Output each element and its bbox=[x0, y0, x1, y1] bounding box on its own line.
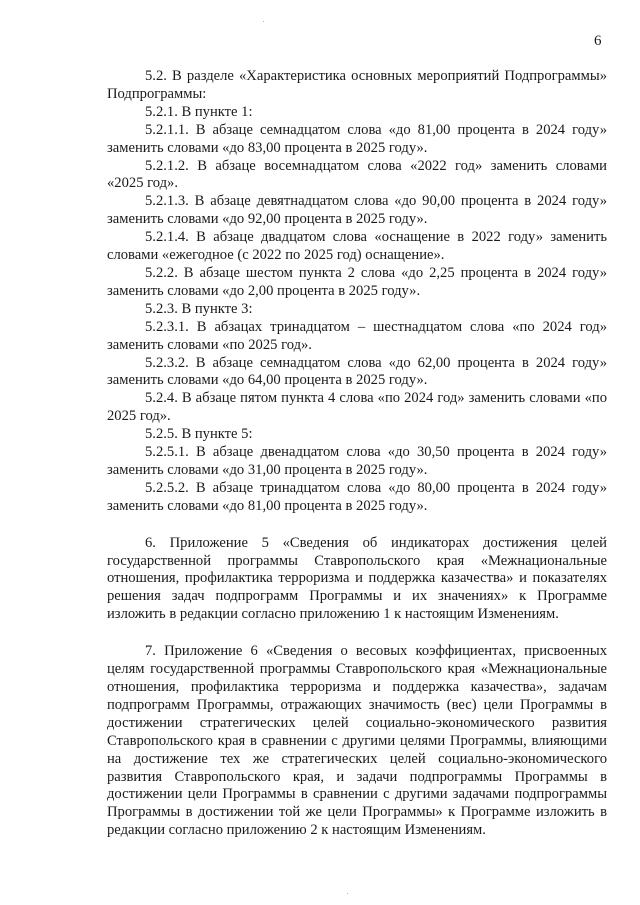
page-number: 6 bbox=[594, 33, 602, 49]
paragraph-5-2-1-4: 5.2.1.4. В абзаце двадцатом слова «оснащение в 2022 году» заменить словами «ежегодное (с 2022 по 2025 год) оснащение». bbox=[107, 229, 607, 264]
paragraph-5-2: 5.2. В разделе «Характеристика основных мероприятий Подпрограммы» Подпрограммы: bbox=[107, 68, 607, 102]
paragraph-5-2-5: 5.2.5. В пункте 5: bbox=[145, 426, 253, 443]
paragraph-5-2-2: 5.2.2. В абзаце шестом пункта 2 слова «до 2,25 процента в 2024 году» заменить словами «до 2,00 процента в 2025 году». bbox=[107, 264, 607, 299]
scan-speck bbox=[263, 21, 264, 22]
paragraph-5-2-5-1: 5.2.5.1. В абзаце двенадцатом слова «до 30,50 процента в 2024 году» заменить словами «до 31,00 процента в 2025 году». bbox=[107, 444, 607, 478]
scan-speck bbox=[347, 893, 348, 894]
document-body bbox=[107, 68, 607, 840]
paragraph-5-2-3: 5.2.3. В пункте 3: bbox=[145, 300, 253, 317]
paragraph-5-2-1-2: 5.2.1.2. В абзаце восемнадцатом слова «2022 год» заменить словами «2025 год». bbox=[107, 157, 607, 192]
paragraph-5-2-4: 5.2.4. В абзаце пятом пункта 4 слова «по 2024 год» заменить словами «по 2025 год». bbox=[107, 390, 607, 425]
paragraph-5-2-5-2: 5.2.5.2. В абзаце тринадцатом слова «до 80,00 процента в 2024 году» заменить словами «до 81,00 процента в 2025 году». bbox=[107, 479, 607, 514]
paragraph-5-2-3-1: 5.2.3.1. В абзацах тринадцатом – шестнадцатом слова «по 2024 год» заменить словами «по 2025 год». bbox=[107, 318, 607, 353]
paragraph-7: 7. Приложение 6 «Сведения о весовых коэффициентах, присвоенных целям государственной программы Ставропольского края «Межнациональные отношения, профилактика терроризма и поддержка казачества», задачам подпрограмм Программы, отражающих значимость (вес) цели Программы в достижении стратегических целей социально-экономического развития Ставропольского края в сравнении с другими целями Программы, влияющими на достижение тех же стратегических целей социально-экономического развития Ставропольского края, и задачи подпрограммы Программы в достижении цели Программы в сравнении с другими задачами подпрограммы Программы в достижении той же цели Программы» к Программе изложить в редакции согласно приложению 2 к настоящим Изменениям. bbox=[107, 643, 607, 839]
paragraph-5-2-3-2: 5.2.3.2. В абзаце семнадцатом слова «до 62,00 процента в 2024 году» заменить словами «до 64,00 процента в 2025 году». bbox=[107, 354, 607, 389]
paragraph-6: 6. Приложение 5 «Сведения об индикаторах достижения целей государственной программы Ставропольского края «Межнациональные отношения, профилактика терроризма и поддержка казачества» и показателях решения задач подпрограмм Программы и их значениях» к Программе изложить в редакции согласно приложению 1 к настоящим Изменениям. bbox=[107, 534, 607, 623]
paragraph-5-2-1-1: 5.2.1.1. В абзаце семнадцатом слова «до 81,00 процента в 2024 году» заменить словами «до 83,00 процента в 2025 году». bbox=[107, 121, 607, 156]
paragraph-5-2-1: 5.2.1. В пункте 1: bbox=[145, 103, 253, 120]
paragraph-5-2-1-3: 5.2.1.3. В абзаце девятнадцатом слова «до 90,00 процента в 2024 году» заменить словами «до 92,00 процента в 2025 году». bbox=[107, 193, 607, 228]
